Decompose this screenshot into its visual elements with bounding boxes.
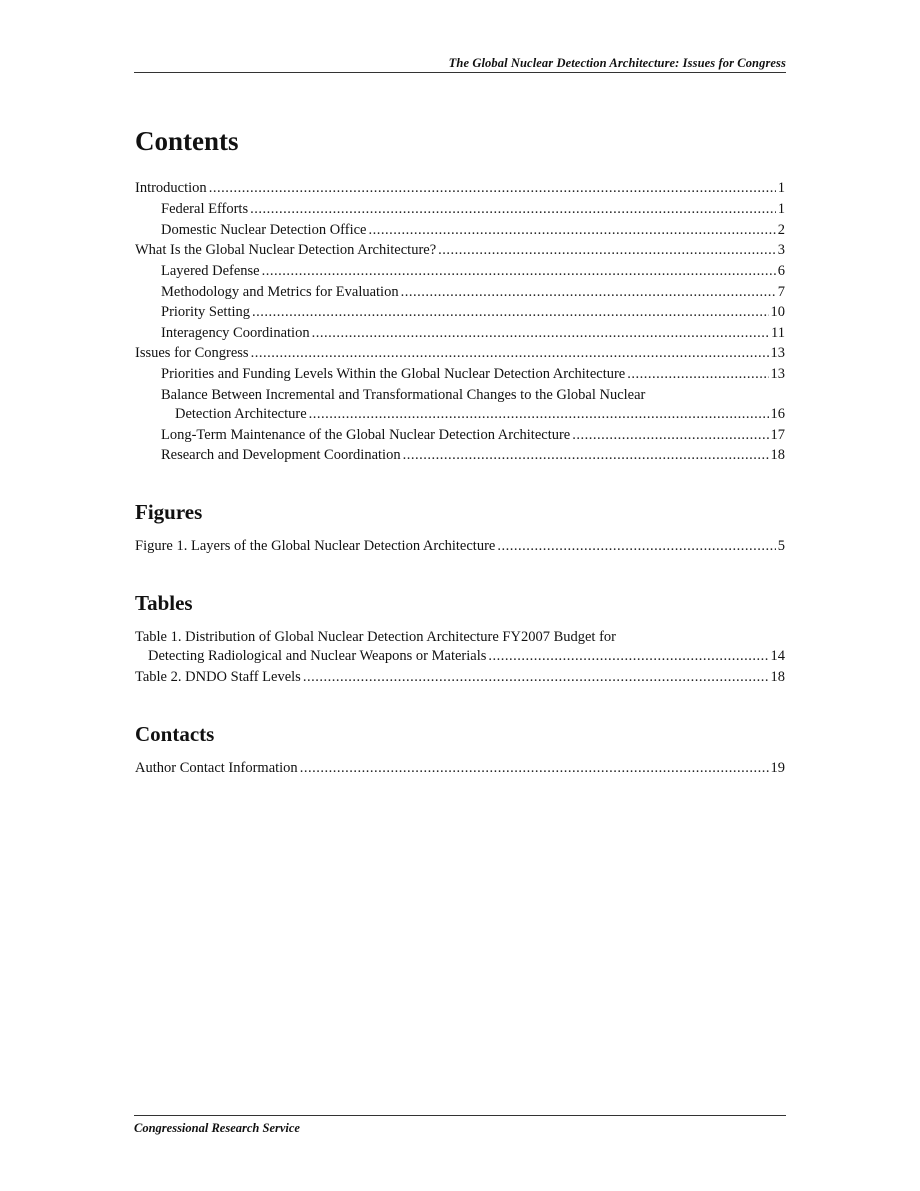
toc-entry-table-2[interactable]: [135, 668, 785, 686]
leader-dots: [438, 241, 776, 259]
leader-dots: [303, 668, 769, 686]
leader-dots: [488, 647, 768, 665]
toc-entry-label: Research and Development Coordination: [161, 447, 401, 463]
leader-dots: [209, 179, 776, 197]
toc-entry-label: Federal Efforts: [161, 201, 249, 217]
toc-entry-label: Domestic Nuclear Detection Office: [161, 221, 367, 238]
toc-entry-label: Methodology and Metrics for Evaluation: [161, 283, 399, 300]
toc-entry-label-line1: Table 1. Distribution of Global Nuclear Detection Architecture FY2007 Budget for: [135, 628, 616, 645]
toc-entry-page: 17: [770, 426, 785, 443]
leader-dots: [309, 405, 769, 423]
toc-entry-page: 18: [770, 668, 785, 685]
toc-entry-label-line2: Detecting Radiological and Nuclear Weapons or Materials: [148, 647, 487, 664]
contacts-heading: Contacts: [135, 721, 215, 746]
toc-entry-what-is-gnda[interactable]: [135, 241, 785, 259]
toc-entry-continuation: [135, 647, 785, 665]
toc-entry-label-line2: Detection Architecture: [175, 405, 307, 422]
toc-entry-page: 10: [770, 304, 785, 320]
table-of-contents: [135, 124, 785, 780]
toc-entry-label: Figure 1. Layers of the Global Nuclear Detection Architecture: [135, 537, 496, 554]
toc-entry-table-1[interactable]: [135, 628, 785, 665]
leader-dots: [300, 759, 769, 777]
toc-entry-introduction[interactable]: [135, 179, 785, 197]
header-title: The Global Nuclear Detection Architecture: Issues for Congress: [448, 56, 786, 70]
spacer: [135, 467, 785, 499]
toc-entry-research[interactable]: [135, 446, 785, 464]
toc-entry-page: 11: [771, 324, 785, 341]
toc-entry-issues[interactable]: [135, 344, 785, 362]
leader-dots: [572, 426, 768, 444]
toc-entry-page: 14: [770, 647, 785, 664]
toc-entry-page: 1: [777, 201, 785, 217]
leader-dots: [403, 446, 769, 464]
toc-entry-page: 19: [770, 759, 785, 776]
contents-list: [135, 179, 785, 464]
leader-dots: [251, 344, 769, 362]
toc-entry-page: 16: [770, 405, 785, 422]
leader-dots: [252, 303, 768, 321]
toc-entry-page: 3: [777, 242, 785, 258]
spacer: [135, 689, 785, 721]
toc-entry-label-line1: Balance Between Incremental and Transformational Changes to the Global Nuclear: [161, 386, 646, 403]
leader-dots: [250, 200, 776, 218]
toc-entry-label: Issues for Congress: [135, 345, 249, 361]
toc-entry-author-contact[interactable]: [135, 759, 785, 777]
footer-text: Congressional Research Service: [134, 1121, 300, 1135]
toc-entry-balance[interactable]: [135, 386, 785, 423]
toc-entry-priority-setting[interactable]: [135, 303, 785, 321]
toc-entry-page: 5: [777, 537, 785, 554]
toc-entry-continuation: [161, 405, 785, 423]
toc-entry-figure-1[interactable]: [135, 537, 785, 555]
figures-list: [135, 537, 785, 555]
toc-entry-label: What Is the Global Nuclear Detection Architecture?: [135, 242, 437, 258]
toc-entry-page: 13: [770, 366, 785, 382]
leader-dots: [401, 283, 776, 301]
toc-entry-label: Long-Term Maintenance of the Global Nuclear Detection Architecture: [161, 426, 571, 443]
contacts-list: [135, 759, 785, 777]
toc-entry-page: 1: [777, 180, 785, 196]
tables-list: [135, 628, 785, 686]
toc-entry-federal-efforts[interactable]: [135, 200, 785, 218]
toc-entry-methodology[interactable]: [135, 283, 785, 301]
toc-entry-label: Table 2. DNDO Staff Levels: [135, 668, 301, 685]
toc-entry-label: Layered Defense: [161, 263, 260, 279]
figures-heading: Figures: [135, 499, 203, 524]
toc-entry-interagency[interactable]: [135, 324, 785, 342]
leader-dots: [262, 262, 776, 280]
toc-entry-long-term[interactable]: [135, 426, 785, 444]
toc-entry-label: Priorities and Funding Levels Within the Global Nuclear Detection Architecture: [161, 366, 626, 382]
contents-heading: Contents: [135, 126, 239, 156]
running-footer: [134, 1115, 786, 1135]
spacer: [135, 558, 785, 590]
leader-dots: [497, 537, 775, 555]
leader-dots: [627, 365, 768, 383]
toc-entry-priorities-funding[interactable]: [135, 365, 785, 383]
tables-heading: Tables: [135, 590, 193, 615]
toc-entry-page: 18: [770, 447, 785, 463]
toc-entry-page: 6: [777, 263, 785, 279]
leader-dots: [368, 221, 775, 239]
toc-entry-dndo[interactable]: [135, 221, 785, 239]
toc-entry-page: 2: [777, 221, 785, 238]
toc-entry-label: Priority Setting: [161, 304, 251, 320]
toc-entry-page: 7: [777, 283, 785, 300]
toc-entry-label: Introduction: [135, 180, 207, 196]
toc-entry-layered-defense[interactable]: [135, 262, 785, 280]
leader-dots: [312, 324, 769, 342]
toc-entry-page: 13: [770, 345, 785, 361]
toc-entry-label: Interagency Coordination: [161, 324, 310, 341]
toc-entry-label: Author Contact Information: [135, 759, 298, 776]
running-header: [134, 56, 786, 73]
